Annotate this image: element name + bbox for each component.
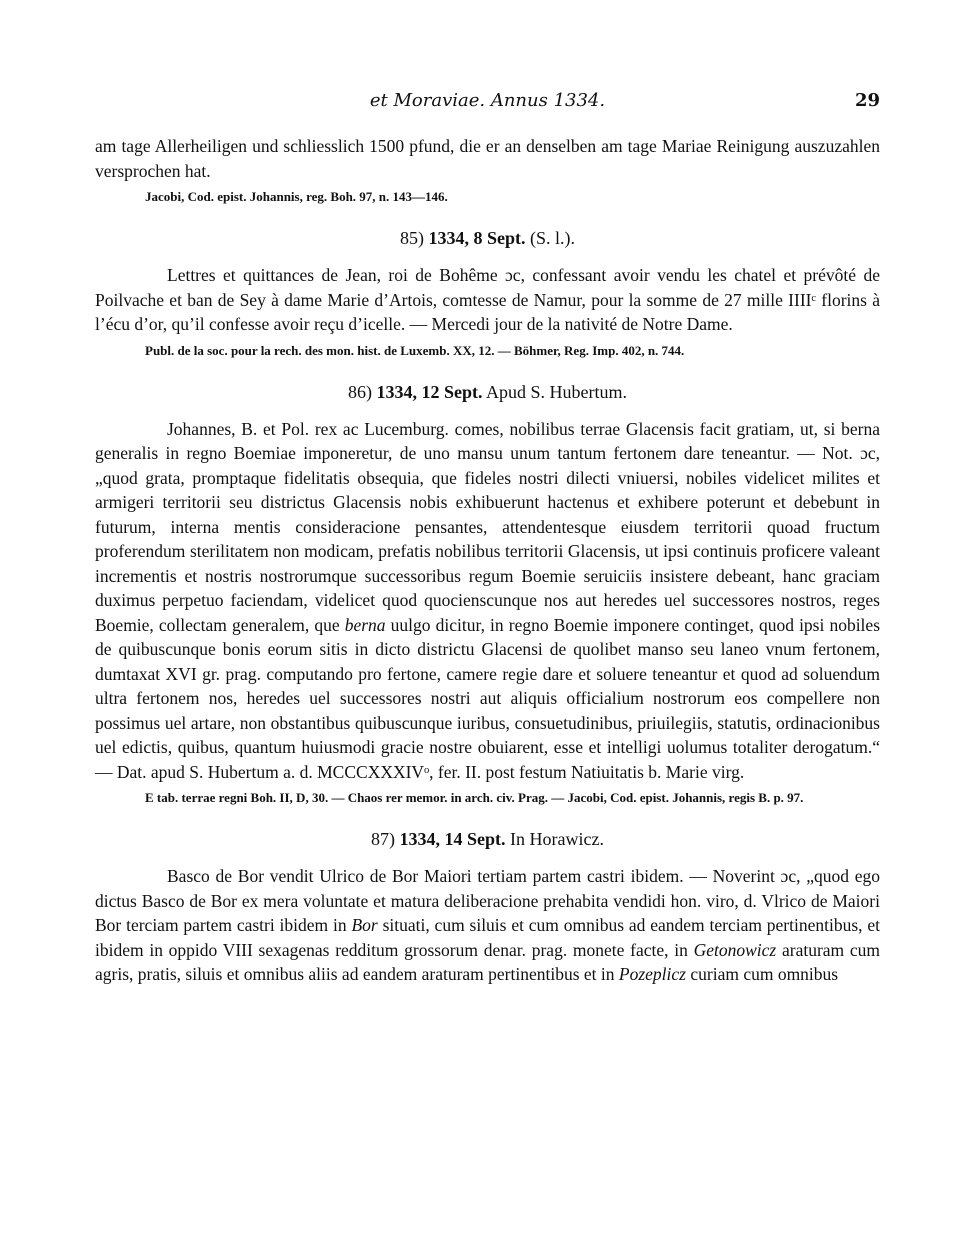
entry-86-italic-berna: berna [344, 614, 386, 635]
entry-87-italic-bor: Bor [351, 915, 378, 935]
carryover-paragraph: am tage Allerheiligen und schliesslich 1500 pfund, die er an denselben am tage Mariae Reinigung auszuzahlen versprochen hat. [95, 136, 880, 181]
carryover-source: Jacobi, Cod. epist. Johannis, reg. Boh. 97, n. 143—146. [145, 189, 448, 204]
page-number: 29 [854, 90, 880, 111]
entry-85-place: (S. l.). [530, 228, 575, 248]
entry-87-number: 87) [371, 829, 395, 849]
entry-87-italic-getonowicz: Getonowicz [693, 939, 777, 960]
entry-87-text-d: curiam cum omnibus [690, 964, 839, 984]
entry-86-date: 1334, 12 Sept. [376, 381, 483, 402]
body-text [95, 134, 880, 987]
entry-86-text [95, 417, 880, 785]
entry-87-date: 1334, 14 Sept. [399, 829, 506, 849]
entry-85-number: 85) [399, 228, 424, 248]
entry-87-text-a: Basco de Bor vendit Ulrico de Bor Maiori tertiam partem castri ibidem. — Noverint ɔc, „quod ego dictus Basco de Bor ex mera voluntate et matura deliberacione prehabita vendidi hon. viro, d. Vlrico de Maiori Bor terciam partem castri ibidem in [95, 866, 880, 935]
entry-87-text-c: araturam cum agris, pratis, siluis et omnibus aliis ad eandem araturam pertinentibus et in [95, 939, 881, 984]
entry-86-place: Apud S. Hubertum. [486, 381, 628, 402]
entry-85-heading [95, 228, 880, 249]
entry-87-text [95, 864, 880, 987]
entry-87-text-b: situati, cum siluis et cum omnibus ad eandem terciam pertinentibus, et ibidem in oppido VIII sexagenas redditum grossorum denar. prag. monete facte, in [95, 915, 881, 960]
entry-86-text-part2: uulgo dicitur, in regno Boemie imponere continget, quod ipsi nobiles de quibuscunque bonis eorum sitis in dicto districtu Glacensi de quolibet manso seu laneo vnum fertonem, dumtaxat XVI gr. prag. computando pro fertone, camere regie dare et soluere teneantur et quod ad soluendum ultra fertonem nos, heredes uel successores nostri aut aliquis officialium nostrorum eos compellere non possimus uel artare, non obstantibus quibuscunque iuribus, consuetudinibus, priuilegiis, statutis, ordinacionibus uel edictis, quibus, quantum huiusmodi gracie nostre obuiarent, esse et intelligi uolumus totaliter derogatum.“ — Dat. apud S. Hubertum a. d. MCCCXXXIVᵒ, fer. II. post festum Natiuitatis b. Marie virg. [95, 614, 880, 782]
entry-85-date: 1334, 8 Sept. [428, 228, 526, 248]
entry-87-place: In Horawicz. [510, 829, 604, 849]
running-header [95, 90, 880, 116]
entry-86-heading [95, 382, 880, 403]
entry-87-italic-pozeplicz: Pozeplicz [618, 964, 686, 984]
entry-85-text: Lettres et quittances de Jean, roi de Bohême ɔc, confessant avoir vendu les chatel et prévôté de Poilvache et ban de Sey à dame Marie d’Artois, comtesse de Namur, pour la somme de 27 mille IIIIᶜ florins à l’écu d’or, qu’il confesse avoir reçu d’icelle. — Mercedi jour de la nativité de Notre Dame. [95, 265, 880, 334]
entry-86-source: E tab. terrae regni Boh. II, D, 30. — Chaos rer memor. in arch. civ. Prag. — Jacobi, Cod. epist. Johannis, regis B. p. 97. [145, 790, 804, 805]
entry-85-source: Publ. de la soc. pour la rech. des mon. hist. de Luxemb. XX, 12. — Böhmer, Reg. Imp. 402, n. 744. [145, 342, 685, 358]
entry-86-text-part1: Johannes, B. et Pol. rex ac Lucemburg. comes, nobilibus terrae Glacensis facit gratiam, ut, si berna generalis in regno Boemiae imponeretur, de uno mansu unum tantum fertonem dare teneantur. — Not. ɔc, „quod grata, promptaque fidelitatis obsequia, que fideles nostri dilecti vniuersi, nobiles videlicet milites et armigeri territorii seu districtus Glacensis nobis exhibuerunt hactenus et exhibere poterunt et debebunt in futurum, interna mentis consideracione pensantes, attendentesque eiusdem territorii quoad fructum proferendum sterilitatem non modicam, prefatis nobilibus territorii Glacensis, ut ipsi continuis proficere valeant incrementis et nostris nostrorumque successoribus regum Boemie seruiciis insistere debeant, hanc graciam duximus perpetuo faciendam, videlicet quod quocienscunque nos aut heredes uel successores nostros, reges Boemie, collectam generalem, que [95, 418, 880, 635]
entry-86-number: 86) [347, 381, 372, 402]
entry-87-heading [95, 829, 880, 850]
running-title: et Moraviae. Annus 1334. [369, 90, 606, 111]
